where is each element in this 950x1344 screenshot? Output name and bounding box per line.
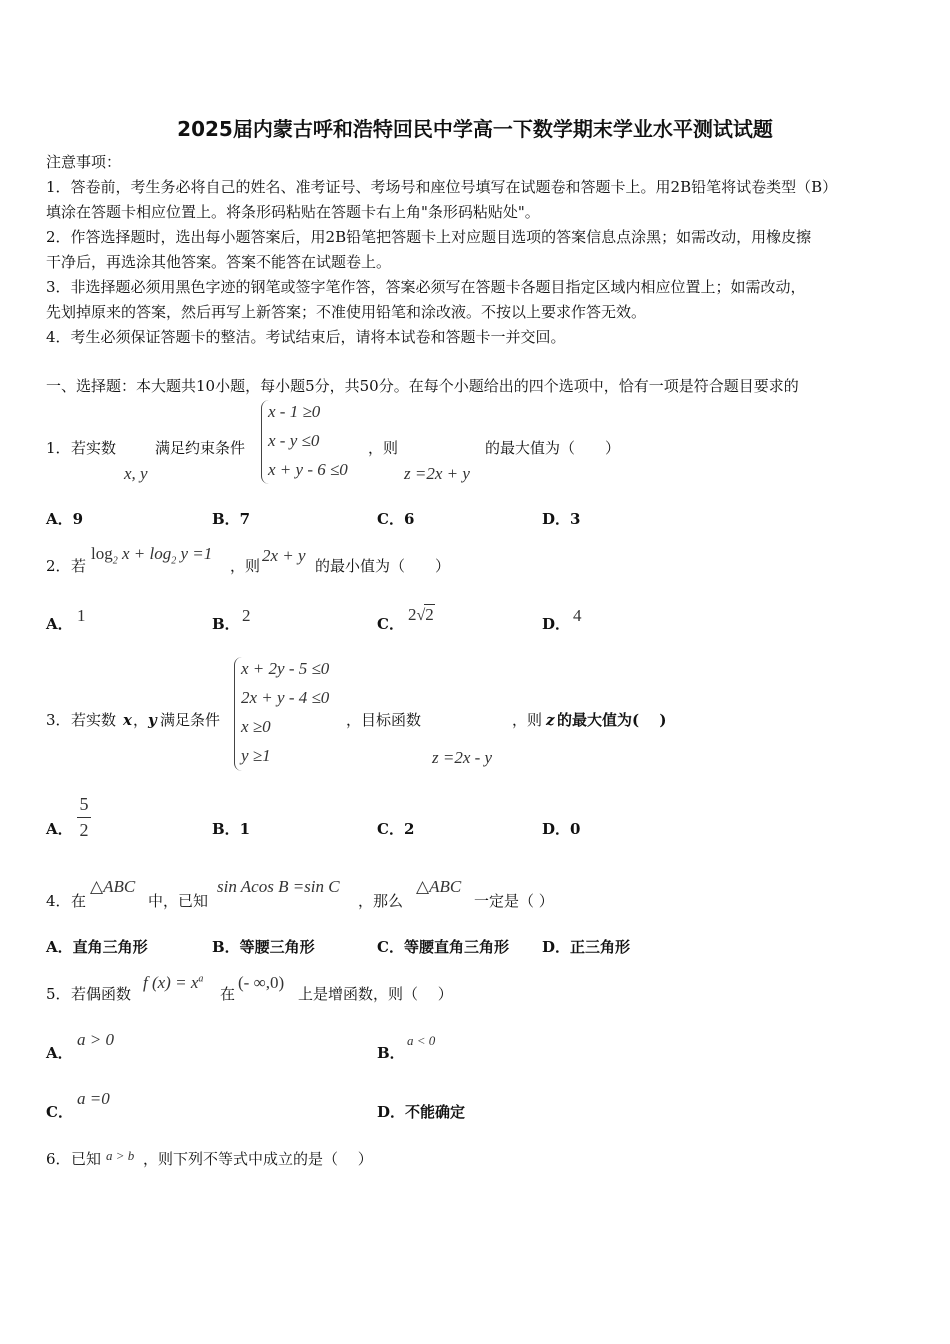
q2-log-2: x + log	[121, 544, 172, 563]
q1-text-b: 满足约束条件	[155, 439, 246, 457]
q4-text-d: 一定是（ ）	[474, 892, 554, 910]
q2-option-b-label[interactable]: B．	[212, 615, 240, 633]
q2-text-a: 若	[71, 557, 87, 575]
q5-option-c-value: a =0	[77, 1089, 110, 1108]
q2-number: 2．	[46, 557, 71, 575]
q3-constraint-4: y ≥1	[241, 746, 271, 765]
q2-option-d-label[interactable]: D．	[542, 615, 571, 633]
q3-var-x: x	[123, 711, 132, 729]
q2-option-c-value: 2√2	[408, 605, 434, 624]
q3-text-a: 若实数	[71, 711, 117, 729]
page-title: 2025届内蒙古呼和浩特回民中学高一下数学期末学业水平测试试题	[177, 117, 773, 141]
notes-line-3: 2．作答选择题时，选出每小题答案后，用2B铅笔把答题卡上对应题目选项的答案信息点涂黑；如需改动，用橡皮擦	[46, 228, 812, 246]
q3-constraint-system	[234, 657, 353, 771]
q3-option-d[interactable]: D．0	[542, 820, 581, 838]
q3-number: 3．	[46, 711, 71, 729]
q4-number: 4．	[46, 892, 71, 910]
q5-function	[143, 973, 203, 993]
q1-option-c[interactable]: C．6	[377, 510, 415, 528]
q4-option-c[interactable]: C．等腰直角三角形	[377, 938, 509, 956]
q6-text-b: ，则下列不等式中成立的是（ ）	[143, 1150, 373, 1168]
q2-option-c-radicand: 2	[425, 605, 434, 624]
q2-log-1: log	[91, 544, 113, 563]
q2-text-c: 的最小值为（ ）	[315, 557, 451, 575]
q2-option-a-value: 1	[77, 606, 86, 625]
q5-option-b-label[interactable]: B．	[377, 1044, 405, 1062]
q5-text-a: 若偶函数	[71, 985, 132, 1003]
q4-option-a[interactable]: A．直角三角形	[46, 938, 148, 956]
q3-option-a-label[interactable]: A．	[46, 820, 73, 838]
q5-function-body: f (x) = x	[143, 973, 199, 992]
q3-text-b: 满足条件	[160, 711, 221, 729]
q3-text-d: ，则	[512, 711, 543, 729]
q1-text-c: ，则	[368, 439, 399, 457]
q1-number: 1．	[46, 439, 71, 457]
q4-option-b[interactable]: B．等腰三角形	[212, 938, 315, 956]
q6-condition: a > b	[106, 1148, 135, 1163]
q6-number: 6．	[46, 1150, 71, 1168]
q4-text-c: ，那么	[358, 892, 404, 910]
q5-number: 5．	[46, 985, 71, 1003]
q4-triangle-2: △ABC	[416, 877, 462, 896]
q5-option-c-label[interactable]: C．	[46, 1103, 73, 1121]
q5-option-a-value: a > 0	[77, 1030, 114, 1049]
q5-option-b-value: a < 0	[407, 1033, 436, 1048]
q1-constraint-1: x - 1 ≥0	[268, 402, 321, 421]
q4-text-b: 中，已知	[148, 892, 209, 910]
q5-interval: (- ∞,0)	[238, 973, 285, 992]
q2-equation	[91, 544, 212, 566]
q1-option-b[interactable]: B．7	[212, 510, 251, 528]
q5-function-exponent: a	[198, 973, 204, 985]
q2-option-c-coef: 2	[408, 605, 417, 624]
q2-option-a-label[interactable]: A．	[46, 615, 73, 633]
q5-text-c: 上是增函数，则（ ）	[298, 985, 453, 1003]
notes-line-4: 干净后，再选涂其他答案。答案不能答在试题卷上。	[46, 253, 392, 271]
notes-line-7: 4．考生必须保证答题卡的整洁。考试结束后，请将本试卷和答题卡一并交回。	[46, 328, 566, 346]
q4-text-a: 在	[71, 892, 87, 910]
q3-constraint-1: x + 2y - 5 ≤0	[241, 659, 330, 678]
q2-target: 2x + y	[262, 546, 306, 565]
q3-var-y: y	[148, 711, 157, 729]
q2-text-b: ，则	[230, 557, 261, 575]
q3-option-a-fraction	[75, 794, 93, 841]
q3-constraint-3: x ≥0	[241, 717, 271, 736]
notes-line-5: 3．非选择题必须用黑色字迹的钢笔或签字笔作答，答案必须写在答题卡各题目指定区域内相应位置上；如需改动，	[46, 278, 806, 296]
q3-text-e: 的最大值为( )	[557, 711, 667, 729]
q3-text-c: ，目标函数	[346, 711, 422, 729]
q4-triangle-1: △ABC	[90, 877, 136, 896]
q2-equation-rhs: y =1	[180, 544, 213, 563]
q1-target: z =2x + y	[404, 464, 470, 483]
notes-heading: 注意事项：	[46, 153, 122, 171]
q5-option-a-label[interactable]: A．	[46, 1044, 73, 1062]
q1-text-a: 若实数	[71, 439, 117, 457]
q1-constraint-2: x - y ≤0	[268, 431, 320, 450]
q3-option-a-denominator: 2	[79, 820, 89, 840]
section-heading: 一、选择题：本大题共10小题，每小题5分，共50分。在每个小题给出的四个选项中，恰有一项是符合题目要求的	[46, 377, 799, 395]
q2-option-c-label[interactable]: C．	[377, 615, 404, 633]
q3-target: z =2x - y	[432, 748, 493, 767]
q1-constraint-system	[261, 400, 372, 484]
q1-vars: x, y	[124, 464, 148, 483]
q1-text-d: 的最大值为（ ）	[485, 439, 621, 457]
notes-line-6: 先划掉原来的答案，然后再写上新答案；不准使用铅笔和涂改液。不按以上要求作答无效。	[46, 303, 647, 321]
q2-log-base-2: 2	[171, 555, 177, 567]
q1-option-a[interactable]: A．9	[46, 510, 84, 528]
fraction-bar	[77, 817, 91, 818]
q2-log-base-1: 2	[112, 555, 118, 567]
q3-separator: ，	[133, 711, 149, 729]
q4-option-d[interactable]: D．正三角形	[542, 938, 631, 956]
q4-equation: sin Acos B =sin C	[217, 877, 340, 896]
notes-line-1: 1．答卷前，考生务必将自己的姓名、准考证号、考场号和座位号填写在试题卷和答题卡上。用2B铅笔将试卷类型（B）	[46, 178, 838, 196]
q5-text-b: 在	[220, 985, 236, 1003]
notes-line-2: 填涂在答题卡相应位置上。将条形码粘贴在答题卡右上角"条形码粘贴处"。	[46, 203, 540, 221]
q3-constraint-2: 2x + y - 4 ≤0	[241, 688, 330, 707]
q5-option-d[interactable]: D．不能确定	[377, 1103, 466, 1121]
q3-option-c[interactable]: C．2	[377, 820, 415, 838]
q2-option-d-value: 4	[573, 606, 582, 625]
q2-option-b-value: 2	[242, 606, 251, 625]
q3-option-b[interactable]: B．1	[212, 820, 251, 838]
q1-constraint-3: x + y - 6 ≤0	[268, 460, 348, 479]
q3-option-a-numerator: 5	[79, 794, 89, 814]
q1-option-d[interactable]: D．3	[542, 510, 581, 528]
q3-var-z: z	[546, 711, 555, 729]
q6-text-a: 已知	[71, 1150, 102, 1168]
